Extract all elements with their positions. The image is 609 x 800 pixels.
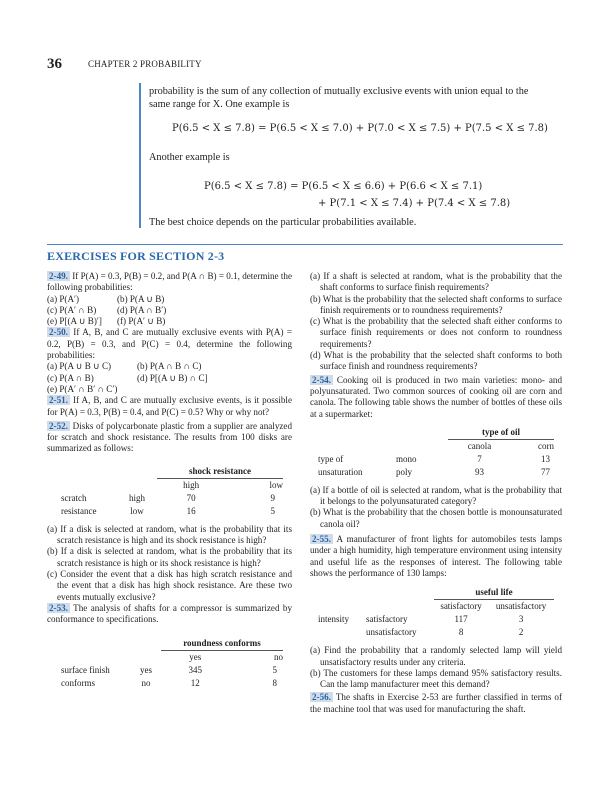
roundness-table — [61, 637, 283, 690]
exercise-number: 2-55. — [312, 534, 331, 545]
table-col-header: canola — [467, 440, 492, 451]
table-col-header: unsatisfactory — [495, 601, 547, 612]
table-group-header: shock resistance — [157, 465, 283, 479]
question-part: (a) If a disk is selected at random, what is the probability that its scratch resistance is high and its shock resistance is high? — [47, 523, 292, 546]
question-part: (b) What is the probability that the chosen bottle is monounsaturated canola oil? — [310, 507, 562, 529]
table-col-header: high — [183, 479, 200, 490]
question-part: (d) What is the probability that the selected shaft conforms to both surface finish and roundness requirements? — [310, 350, 562, 372]
table-row: intensity satisfactory 117 3 — [318, 614, 524, 625]
question-part: (a) If a bottle of oil is selected at random, what is the probability that it belongs to the polyunsaturated category? — [310, 484, 562, 507]
equation-1: P(6.5 < X ≤ 7.8) = P(6.5 < X ≤ 7.0) + P(7.0 < X ≤ 7.5) + P(7.5 < X ≤ 7.8) — [172, 123, 548, 134]
table-row: scratch high 70 9 — [61, 492, 275, 503]
table-col-header: corn — [538, 440, 554, 451]
question-part: (c) What is the probability that the selected shaft either conforms to surface finish requirements or does not conform to roundness requirements? — [310, 316, 562, 349]
table-row: conforms no 12 8 — [61, 678, 277, 689]
exercise-number: 2-53. — [49, 602, 68, 613]
exercise-2-56: 2-56. The shafts in Exercise 2-53 are further classified in terms of the machine tool that was used for manufacturing the shaft. — [310, 692, 562, 714]
equation-2-line-2: + P(7.1 < X ≤ 7.4) + P(7.4 < X ≤ 7.8) — [318, 198, 511, 209]
question-part: (b) The customers for these lamps demand 95% satisfactory results. Can the lamp manufacturer meet this demand? — [310, 667, 562, 690]
left-column — [47, 271, 292, 690]
exercise-2-50: 2-50. If A, B, and C are mutually exclusive events with P(A) = 0.2, P(B) = 0.3, and P(C) = 0.4, determine the following probabilities: — [47, 327, 292, 361]
table-row: unsatisfactory 8 2 — [366, 627, 524, 638]
exercise-number: 2-49. — [49, 271, 68, 281]
table-group-header: type of oil — [448, 426, 554, 440]
shock-resistance-table — [61, 465, 283, 518]
section-rule — [47, 244, 563, 245]
right-column — [310, 271, 562, 715]
question-part: (a) If a shaft is selected at random, what is the probability that the shaft conforms to surface finish requirements? — [310, 271, 562, 293]
exercise-number: 2-56. — [312, 692, 331, 703]
option-row: (a) P(A ∪ B ∪ C) (b) P(A ∩ B ∩ C) — [47, 361, 202, 372]
table-row: surface finish yes 345 5 — [61, 665, 277, 676]
margin-rule — [139, 83, 141, 228]
option-row: (e) P[(A ∪ B)′] (f) P(A′ ∪ B) — [47, 316, 166, 327]
oil-type-table — [318, 426, 554, 479]
exercise-number: 2-50. — [49, 327, 68, 338]
chapter-header: CHAPTER 2 PROBABILITY — [88, 59, 202, 69]
table-row: resistance low 16 5 — [61, 505, 275, 516]
question-part: (a) Find the probability that a randomly selected lamp will yield unsatisfactory results under any criteria. — [310, 645, 562, 667]
section-title: EXERCISES FOR SECTION 2-3 — [47, 249, 225, 263]
table-row: type of mono 7 13 — [318, 453, 550, 464]
table-col-header: low — [269, 479, 283, 490]
page-number: 36 — [47, 56, 62, 72]
exercise-number: 2-54. — [312, 374, 331, 385]
table-group-header: roundness conforms — [161, 637, 283, 651]
question-part: (b) If a disk is selected at random, what is the probability that its scratch resistance is high or its shock resistance is high? — [47, 546, 292, 568]
exercise-2-54: 2-54. Cooking oil is produced in two main varieties: mono- and polyunsaturated. Two common sources of cooking oil are corn and canola. The following table shows the number of bottles of these oils at a supermarket: — [310, 374, 562, 419]
option-row: (e) P(A′ ∩ B′ ∩ C′) — [47, 383, 118, 394]
exercise-2-52: 2-52. Disks of polycarbonate plastic from a supplier are analyzed for scratch and shock resistance. The results from 100 disks are summarized as follows: — [47, 420, 292, 454]
question-part: (c) Consider the event that a disk has high scratch resistance and the event that a disk has high shock resistance. Are these two events mutually exclusive? — [47, 568, 292, 602]
option-row: (c) P(A′ ∩ B) (d) P(A ∩ B′) — [47, 304, 167, 315]
intro-paragraph-3: The best choice depends on the particular probabilities available. — [149, 217, 417, 228]
table-col-header: yes — [189, 652, 202, 663]
option-row: (a) P(A′) (b) P(A ∪ B) — [47, 293, 165, 304]
table-row: unsaturation poly 93 77 — [318, 466, 550, 477]
equation-2-line-1: P(6.5 < X ≤ 7.8) = P(6.5 < X ≤ 6.6) + P(6.6 < X ≤ 7.1) — [204, 181, 483, 192]
exercise-2-55: 2-55. A manufacturer of front lights for automobiles tests lamps under a high humidity, high temperature environment using intensity and useful life as the responses of interest. The following table shows the performance of 130 lamps: — [310, 534, 562, 578]
table-group-header: useful life — [434, 586, 554, 600]
intro-paragraph-2: Another example is — [149, 152, 230, 163]
exercise-number: 2-51. — [49, 395, 68, 406]
question-part: (b) What is the probability that the selected shaft conforms to surface finish requirements or to roundness requirements? — [310, 293, 562, 315]
intro-paragraph-1: probability is the sum of any collection of mutually exclusive events with union equal to the same range for X. One example is — [149, 86, 529, 110]
exercise-number: 2-52. — [49, 420, 68, 431]
option-row: (c) P(A ∩ B) (d) P[(A ∪ B) ∩ C] — [47, 372, 208, 383]
exercise-2-53: 2-53. The analysis of shafts for a compressor is summarized by conformance to specifications. — [47, 602, 292, 625]
table-col-header: satisfactory — [440, 601, 482, 612]
exercise-2-51: 2-51. If A, B, and C are mutually exclusive events, is it possible for P(A) = 0.3, P(B) = 0.4, and P(C) = 0.5? Why or why not? — [47, 395, 292, 417]
useful-life-table — [318, 586, 554, 639]
exercise-2-49: 2-49. If P(A) = 0.3, P(B) = 0.2, and P(A ∩ B) = 0.1, determine the following probabilities: — [47, 271, 292, 293]
table-col-header: no — [274, 652, 283, 663]
